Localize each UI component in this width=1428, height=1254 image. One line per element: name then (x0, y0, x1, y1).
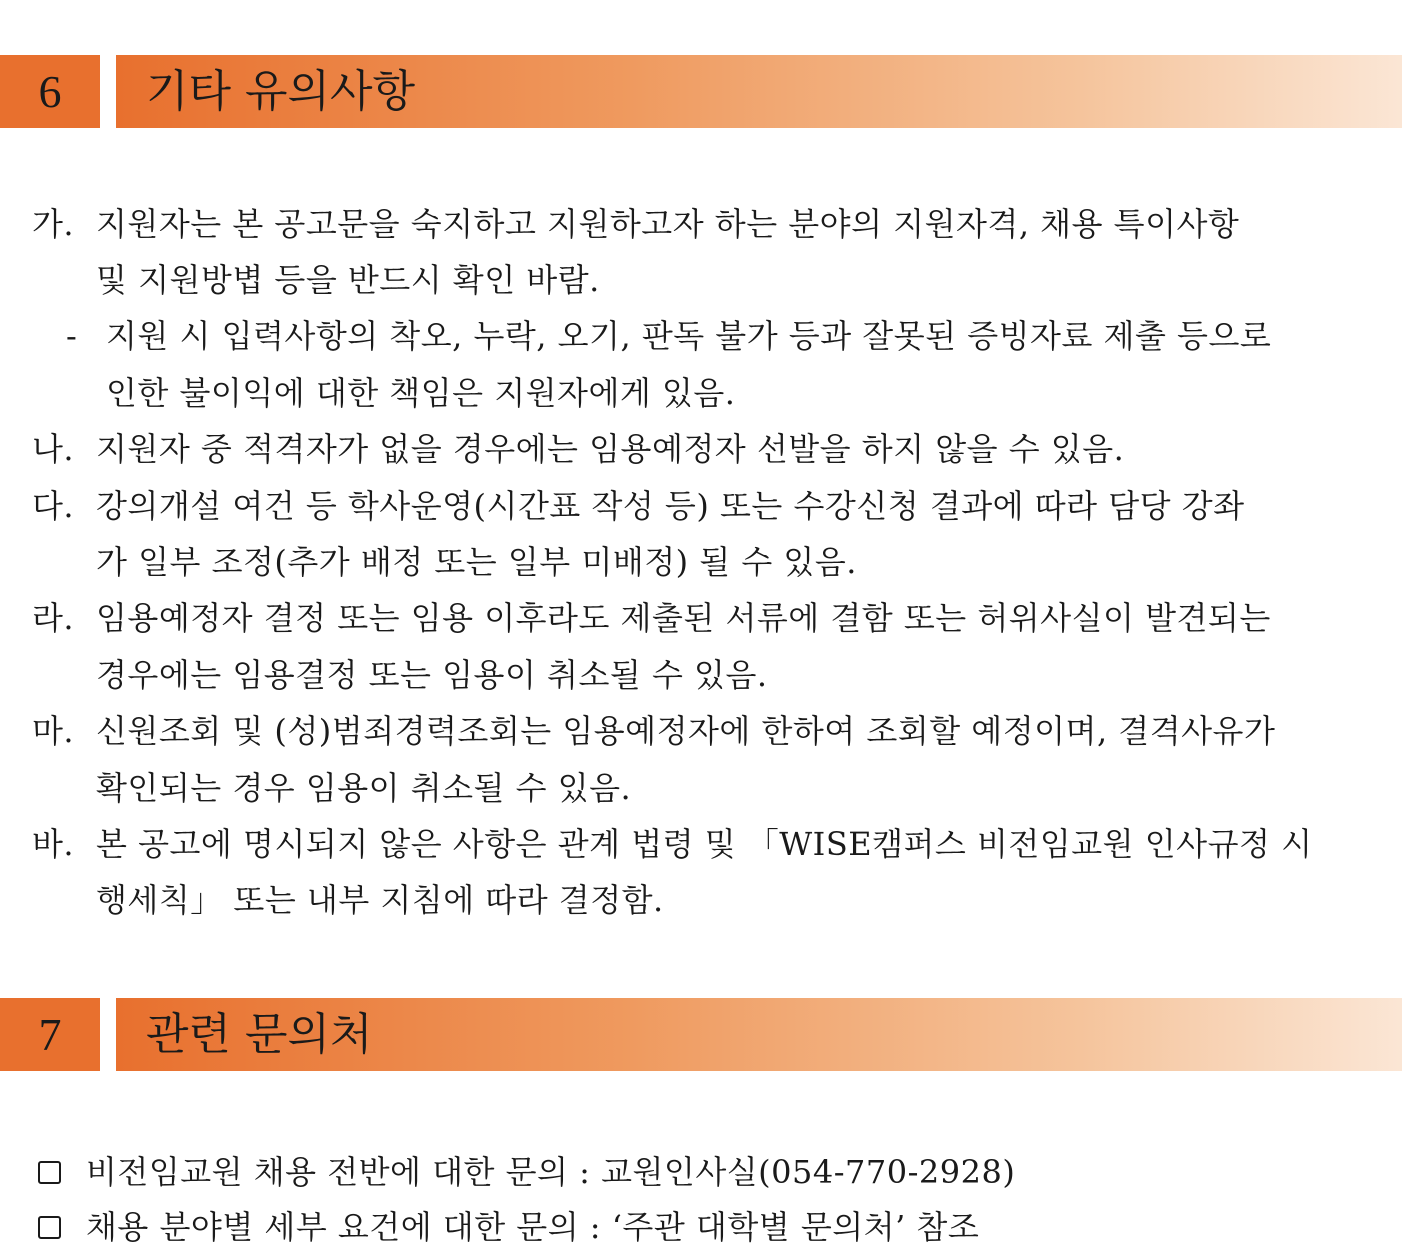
section-7-number: 7 (0, 998, 100, 1071)
contact-text: 채용 분야별 세부 요건에 대한 문의 : ‘주관 대학별 문의처’ 참조 (86, 1208, 980, 1246)
section-6-title-bar (116, 55, 1402, 128)
item-text: 강의개설 여건 등 학사운영(시간표 작성 등) 또는 수강신청 결과에 따라 담당 강좌 (96, 487, 1245, 525)
item-label: 나. (32, 430, 75, 468)
item-label: 바. (32, 825, 75, 863)
item-text: 행세칙」 또는 내부 지침에 따라 결정함. (96, 881, 664, 919)
item-text: 확인되는 경우 임용이 취소될 수 있음. (96, 769, 632, 807)
item-label: 다. (32, 487, 75, 525)
contact-text: 비전임교원 채용 전반에 대한 문의 : 교원인사실(054-770-2928) (86, 1153, 1016, 1191)
item-label: 가. (32, 205, 75, 243)
sub-item-dash: - (66, 317, 78, 355)
sub-item-text: 인한 불이익에 대한 책임은 지원자에게 있음. (106, 374, 736, 412)
sub-item-text: 지원 시 입력사항의 착오, 누락, 오기, 판독 불가 등과 잘못된 증빙자료 제출 등으로 (106, 317, 1272, 355)
item-text: 임용예정자 결정 또는 임용 이후라도 제출된 서류에 결함 또는 허위사실이 발견되는 (96, 599, 1271, 637)
item-text: 경우에는 임용결정 또는 임용이 취소될 수 있음. (96, 656, 768, 694)
section-6-number: 6 (0, 55, 100, 128)
item-text: 지원자 중 적격자가 없을 경우에는 임용예정자 선발을 하지 않을 수 있음. (96, 430, 1125, 468)
section-7-title-bar (116, 998, 1402, 1071)
item-text: 및 지원방볍 등을 반드시 확인 바람. (96, 261, 600, 299)
item-text: 지원자는 본 공고문을 숙지하고 지원하고자 하는 분야의 지원자격, 채용 특이사항 (96, 205, 1240, 243)
checkbox-icon (38, 1161, 61, 1184)
section-6-title: 기타 유의사항 (146, 66, 416, 117)
checkbox-icon (38, 1216, 61, 1239)
section-7-header (0, 998, 1428, 1071)
item-text: 본 공고에 명시되지 않은 사항은 관계 법령 및 「WISE캠퍼스 비전임교원 인사규정 시 (96, 825, 1313, 863)
item-label: 라. (32, 599, 75, 637)
section-6-header (0, 55, 1428, 128)
item-label: 마. (32, 712, 75, 750)
item-text: 신원조회 및 (성)범죄경력조회는 임용예정자에 한하여 조회할 예정이며, 결격사유가 (96, 712, 1276, 750)
item-text: 가 일부 조정(추가 배정 또는 일부 미배정) 될 수 있음. (96, 543, 857, 581)
section-7-title: 관련 문의처 (146, 1009, 373, 1060)
